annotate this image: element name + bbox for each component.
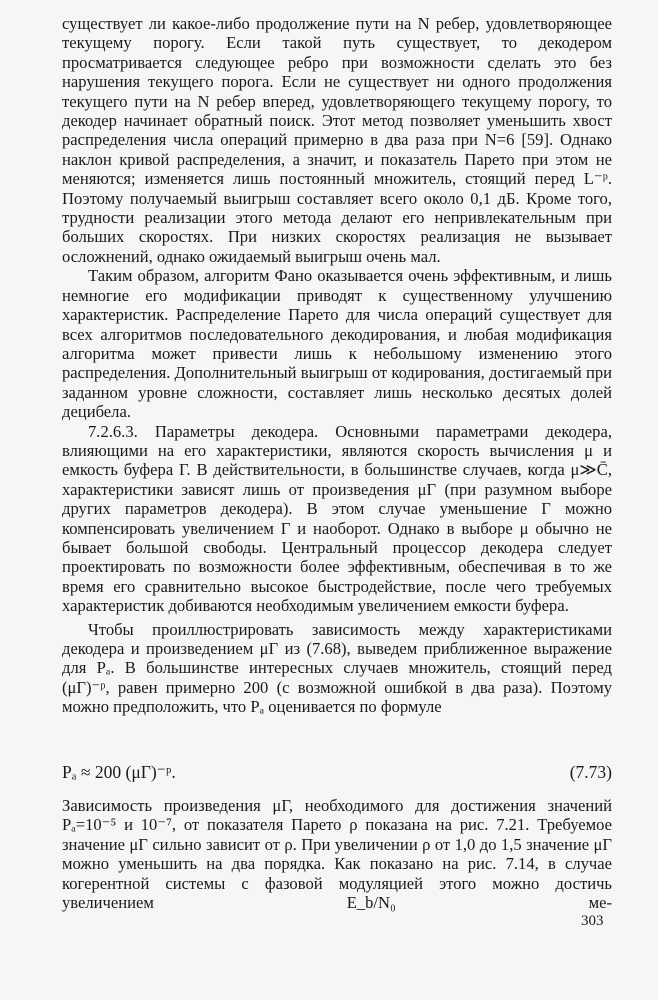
equation-number: (7.73) — [569, 762, 612, 782]
text-block-bottom — [62, 796, 612, 912]
paragraph-3: 7.2.6.3. Параметры декодера. Основными параметрами декодера, влияющими на его характеристики, являются скорость вычисления μ и емкость буфера Γ. В действительности, в большинстве случаев, когда μ≫C̄, характеристики зависят лишь от произведения μΓ (при разумном выборе других параметров декодера). В этом случае уменьшение Γ можно компенсировать увеличением Γ и наоборот. Однако в выборе μ обычно не бывает большой свободы. Центральный процессор декодера следует проектировать по возможности более эффективным, обеспечивая в то же время его сравнительно высокое быстродействие, после чего требуемых характеристик добиваются необходимым увеличением емкости буфера. — [62, 421, 612, 616]
paragraph-4: Чтобы проиллюстрировать зависимость между характеристиками декодера и произведением μΓ из (7.68), выведем приближенное выражение для Pₐ. В большинстве интересных случаев множитель, стоящий перед (μΓ)⁻ᵖ, равен примерно 200 (с возможной ошибкой в два раза). Поэтому можно предположить, что Pₐ оценивается по формуле — [62, 619, 612, 717]
page-number: 303 — [581, 913, 604, 929]
paragraph-1: существует ли какое-либо продолжение пути на N ребер, удовлетворяющее текущему порогу. Если такой путь существует, то декодером просматривается следующее ребро при возможности сделать это без нарушения текущего порога. Если не существует ни одного продолжения текущего пути на N ребер вперед, удовлетворяющего текущему порогу, то декодер начинает обратный поиск. Этот метод позволяет уменьшить хвост распределения числа операций примерно в два раза при N=6 [59]. Однако наклон кривой распределения, а значит, и показатель Парето при этом не меняются; изменяется лишь постоянный множитель, стоящий перед L⁻ᵖ. Поэтому получаемый выигрыш составляет всего около 0,1 дБ. Кроме того, трудности реализации этого метода делают его непривлекательным при больших скоростях. При низких скоростях реализация не вызывает осложнений, однако ожидаемый выигрыш очень мал. — [62, 14, 612, 266]
equation-7-73 — [62, 762, 612, 782]
equation-formula: Pₐ ≈ 200 (μΓ)⁻ᵖ. — [62, 762, 176, 782]
paragraph-2: Таким образом, алгоритм Фано оказывается очень эффективным, и лишь немногие его модификации приводят к существенному улучшению характеристик. Распределение Парето для числа операций существует для всех алгоритмов последовательного декодирования, и любая модификация алгоритма может привести лишь к небольшому изменению этого распределения. Дополнительный выигрыш от кодирования, достигаемый при заданном уровне сложности, составляет лишь несколько десятых долей децибела. — [62, 266, 612, 422]
paragraph-5: Зависимость произведения μΓ, необходимого для достижения значений Pₐ=10⁻⁵ и 10⁻⁷, от показателя Парето ρ показана на рис. 7.21. Требуемое значение μΓ сильно зависит от ρ. При увеличении ρ от 1,0 до 1,5 значение μΓ можно уменьшить на два порядка. Как показано на рис. 7.14, в случае когерентной системы с фазовой модуляцией этого можно достичь увеличением E_b/N₀ ме- — [62, 796, 612, 913]
text-block-top — [62, 14, 612, 717]
